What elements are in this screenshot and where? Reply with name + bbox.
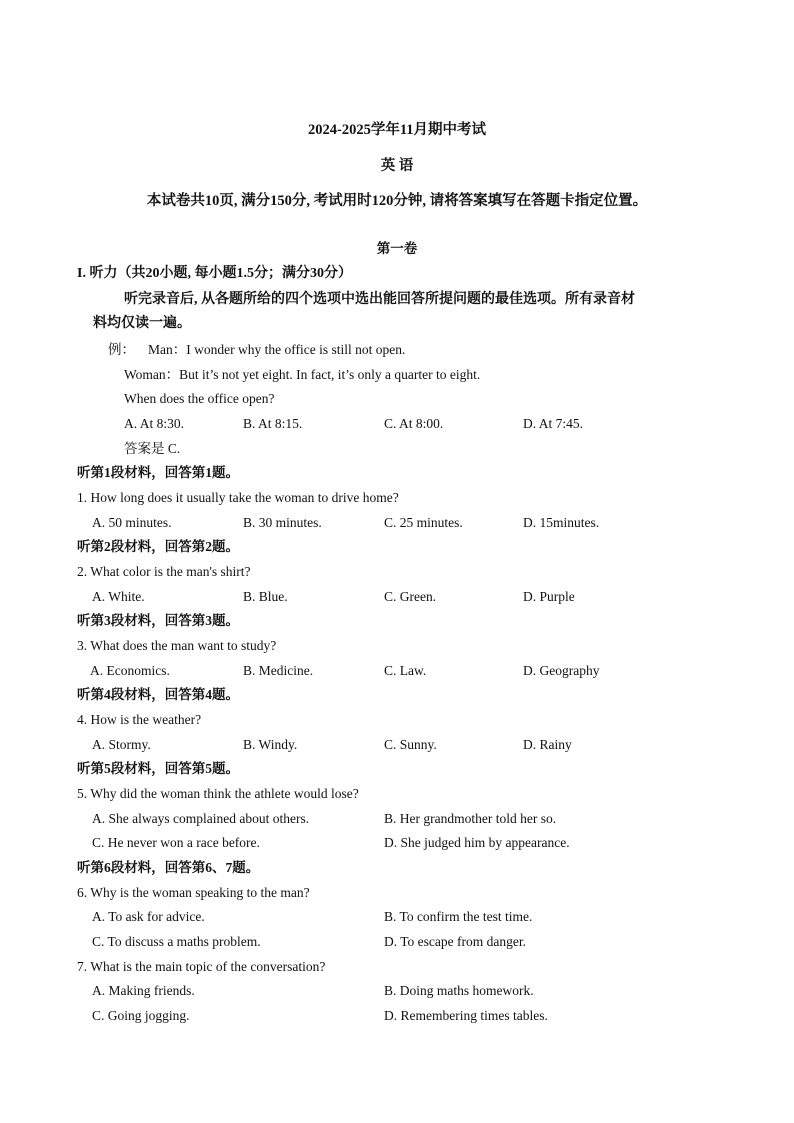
group-4-prompt: 听第4段材料，回答第4题。 [77, 687, 239, 702]
q6-option-a: A. To ask for advice. [92, 909, 205, 924]
example-woman-line: Woman：But it’s not yet eight. In fact, it’s only a quarter to eight. [124, 367, 481, 382]
exam-title: 2024-2025学年11月期中考试 [307, 122, 487, 138]
q5-option-a: A. She always complained about others. [92, 811, 310, 826]
group-3-prompt: 听第3段材料，回答第3题。 [77, 613, 239, 628]
q2-option-a: A. White. [92, 589, 145, 604]
q2-option-c: C. Green. [384, 589, 437, 604]
q3-option-d: D. Geography [523, 663, 600, 678]
subject-title: 英 语 [380, 158, 414, 174]
q7-option-d: D. Remembering times tables. [384, 1008, 548, 1023]
q4-option-b: B. Windy. [243, 737, 298, 752]
example-option-d: D. At 7:45. [523, 416, 584, 431]
q4-option-a: A. Stormy. [92, 737, 151, 752]
example-answer: 答案是 C. [124, 441, 181, 456]
q6-option-d: D. To escape from danger. [384, 934, 527, 949]
q6-option-c: C. To discuss a maths problem. [92, 934, 261, 949]
q7-option-c: C. Going jogging. [92, 1008, 190, 1023]
q3-option-b: B. Medicine. [243, 663, 314, 678]
q7-option-a: A. Making friends. [92, 983, 195, 998]
example-label: 例： [108, 342, 135, 357]
q2-option-d: D. Purple [523, 589, 575, 604]
section-heading: I. 听力（共20小题, 每小题1.5分；满分30分） [77, 266, 352, 281]
part-title: 第一卷 [376, 241, 418, 256]
directions-line-2: 料均仅读一遍。 [93, 316, 191, 331]
question-2: 2. What color is the man's shirt? [77, 564, 251, 579]
q1-option-c: C. 25 minutes. [384, 515, 463, 530]
question-7: 7. What is the main topic of the conversation? [77, 959, 326, 974]
question-6: 6. Why is the woman speaking to the man? [77, 885, 310, 900]
example-man-line: Man：I wonder why the office is still not open. [148, 342, 406, 357]
example-option-b: B. At 8:15. [243, 416, 303, 431]
q3-option-a: A. Economics. [90, 663, 170, 678]
q3-option-c: C. Law. [384, 663, 427, 678]
q5-option-b: B. Her grandmother told her so. [384, 811, 557, 826]
q2-option-b: B. Blue. [243, 589, 288, 604]
q7-option-b: B. Doing maths homework. [384, 983, 534, 998]
question-1: 1. How long does it usually take the woman to drive home? [77, 490, 399, 505]
group-2-prompt: 听第2段材料，回答第2题。 [77, 539, 239, 554]
group-6-prompt: 听第6段材料，回答第6、7题。 [77, 860, 260, 875]
group-1-prompt: 听第1段材料，回答第1题。 [77, 465, 239, 480]
example-option-a: A. At 8:30. [124, 416, 185, 431]
q1-option-b: B. 30 minutes. [243, 515, 322, 530]
directions-line-1: 听完录音后, 从各题所给的四个选项中选出能回答所提问题的最佳选项。所有录音材 [124, 292, 635, 307]
q4-option-c: C. Sunny. [384, 737, 437, 752]
q1-option-d: D. 15minutes. [523, 515, 600, 530]
question-4: 4. How is the weather? [77, 712, 202, 727]
q6-option-b: B. To confirm the test time. [384, 909, 533, 924]
group-5-prompt: 听第5段材料，回答第5题。 [77, 761, 239, 776]
q5-option-c: C. He never won a race before. [92, 835, 260, 850]
q5-option-d: D. She judged him by appearance. [384, 835, 570, 850]
q4-option-d: D. Rainy [523, 737, 572, 752]
example-option-c: C. At 8:00. [384, 416, 444, 431]
exam-instructions: 本试卷共10页, 满分150分, 考试用时120分钟, 请将答案填写在答题卡指定位置。 [146, 193, 648, 209]
q1-option-a: A. 50 minutes. [92, 515, 172, 530]
example-question: When does the office open? [124, 391, 275, 406]
question-3: 3. What does the man want to study? [77, 638, 277, 653]
question-5: 5. Why did the woman think the athlete would lose? [77, 786, 359, 801]
